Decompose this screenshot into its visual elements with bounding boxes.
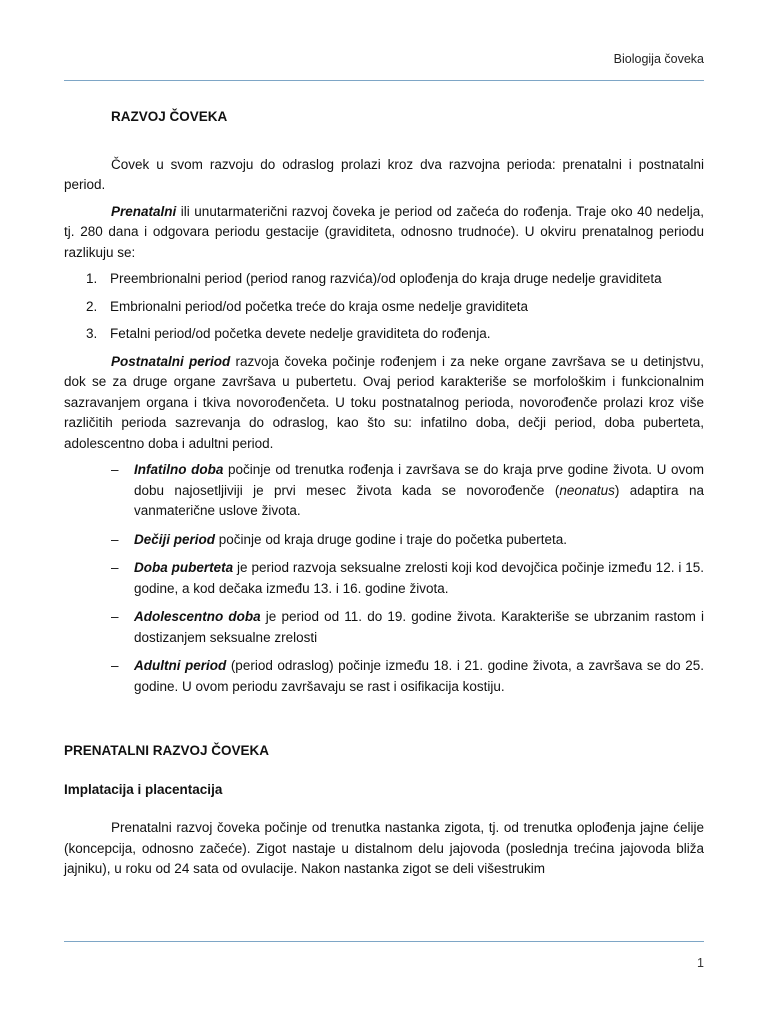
period-term: Infatilno doba	[134, 462, 224, 477]
list-text: Fetalni period/od početka devete nedelje graviditeta do rođenja.	[110, 326, 491, 341]
list-item	[64, 269, 704, 290]
list-item	[64, 656, 704, 697]
prenatal-paragraph	[64, 202, 704, 264]
period-text: počinje od trenutka rođenja i završava se do kraja prve godine života. U ovom dobu najosetljiviji je prvi mesec života kada se novorođenče (	[134, 462, 704, 498]
list-item	[64, 460, 704, 522]
dash-bullet: –	[111, 531, 119, 547]
header-title: Biologija čoveka	[613, 52, 704, 66]
list-number: 3.	[86, 326, 98, 341]
list-number: 2.	[86, 298, 98, 314]
period-text: (period odraslog) počinje između 18. i 21. godine života, a završava se do 25. godine. U ovom periodu završavaju se rast i osifikacija kostiju.	[134, 658, 704, 694]
header-rule	[64, 80, 704, 81]
postnatal-text: razvoja čoveka počinje rođenjem i za neke organe završava se u detinjstvu, dok se za druge organe završava u pubertetu. Ovaj period karakteriše se morfološkim i funkcionalnim sazravanjem organa i tkiva novorođenčeta. U toku postnatalnog perioda, novorođenče prolazi kroz više različitih perioda sazrevanja do odraslog, kao što su: infatilno doba, dečji period, doba puberteta, adolescentno doba i adultni period.	[64, 353, 704, 451]
dash-bullet: –	[111, 609, 119, 624]
document-body	[64, 107, 704, 886]
period-text-after: ) adaptira na vanmaterične uslove života.	[134, 482, 704, 518]
heading-prenatalni-razvoj: PRENATALNI RAZVOJ ČOVEKA	[64, 743, 270, 758]
period-italic: neonatus	[559, 482, 615, 498]
period-text: je period razvoja seksualne zrelosti koji kod devojčica počinje između 12. i 15. godine, a kod dečaka između 13. i 16. godine života.	[134, 560, 704, 596]
subheading-implatacija: Implatacija i placentacija	[64, 781, 223, 797]
period-term: Adultni period	[134, 658, 227, 673]
period-text: počinje od kraja druge godine i traje do početka puberteta.	[215, 531, 568, 547]
postnatal-paragraph	[64, 352, 704, 455]
heading-razvoj-coveka: RAZVOJ ČOVEKA	[111, 109, 228, 124]
intro-paragraph: Čovek u svom razvoju do odraslog prolazi kroz dva razvojna perioda: prenatalni i postnatalni period.	[64, 156, 704, 192]
period-term: Dečiji period	[134, 531, 216, 547]
dash-bullet: –	[111, 462, 119, 477]
dash-bullet: –	[111, 658, 119, 673]
dash-bullet: –	[111, 560, 119, 575]
prenatal-text: ili unutarmaterični razvoj čoveka je period od začeća do rođenja. Traje oko 40 nedelja, tj. 280 dana i odgovara periodu gestacije (graviditeta, odnosno trudnoće). U okviru prenatalnog periodu razlikuju se:	[64, 203, 704, 260]
numbered-list	[64, 269, 704, 345]
final-paragraph: Prenatalni razvoj čoveka počinje od trenutka nastanka zigota, tj. od trenutka oplođenja jajne ćelije (koncepcija, odnosno začeće). Zigot nastaje u distalnom delu jajovoda (poslednja trećina jajovoda bliža jajniku), u roku od 24 sata od ovulacije. Nakon nastanka zigot se deli višestrukim	[64, 820, 704, 876]
prenatal-term: Prenatalni	[111, 203, 177, 219]
list-item	[64, 530, 704, 551]
list-item	[64, 558, 704, 599]
list-text: Embrionalni period/od početka treće do kraja osme nedelje graviditeta	[110, 298, 528, 314]
dash-list	[64, 460, 704, 697]
list-item	[64, 607, 704, 648]
list-item	[64, 324, 704, 345]
period-text: je period od 11. do 19. godine života. Karakteriše se ubrzanim rastom i dostizanjem seksualne zrelosti	[134, 609, 704, 645]
list-item	[64, 297, 704, 318]
period-term: Doba puberteta	[134, 560, 234, 575]
page-number: 1	[697, 956, 704, 970]
list-text: Preembrionalni period (period ranog razvića)/od oplođenja do kraja druge nedelje graviditeta	[110, 271, 662, 286]
period-term: Adolescentno doba	[134, 609, 261, 624]
postnatal-term: Postnatalni period	[111, 353, 231, 369]
footer-rule	[64, 941, 704, 942]
list-number: 1.	[86, 271, 98, 286]
